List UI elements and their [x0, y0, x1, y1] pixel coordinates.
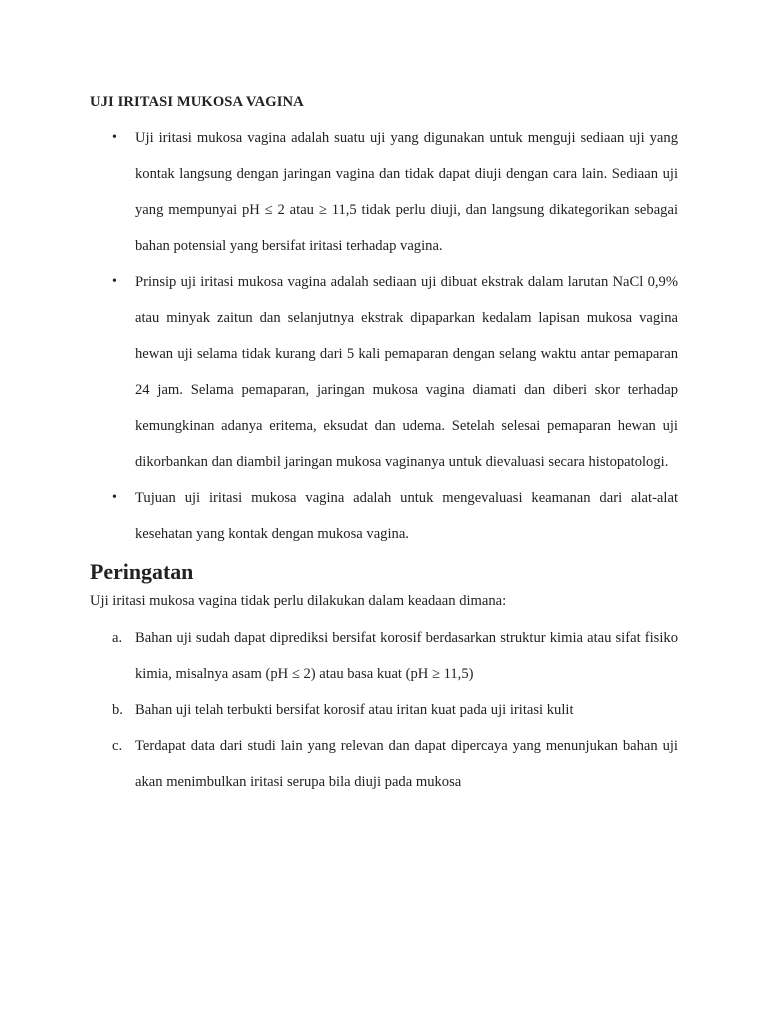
bullet-text: Tujuan uji iritasi mukosa vagina adalah untuk mengevaluasi keamanan dari alat-alat kesehatan yang kontak dengan mukosa vagina. [135, 490, 678, 542]
warning-item-c [90, 728, 678, 800]
list-marker: c. [112, 738, 123, 754]
document-body [90, 88, 678, 800]
bullet-marker: • [112, 274, 117, 289]
list-item-text: Terdapat data dari studi lain yang relevan dan dapat dipercaya yang menunjukan bahan uji akan menimbulkan iritasi serupa bila diuji pada mukosa [135, 738, 678, 790]
warning-list [90, 620, 678, 800]
document-title: UJI IRITASI MUKOSA VAGINA [90, 94, 304, 110]
warning-intro: Uji iritasi mukosa vagina tidak perlu dilakukan dalam keadaan dimana: [90, 593, 507, 609]
warning-item-b [90, 692, 678, 728]
bullet-list [90, 120, 678, 552]
bullet-text: Uji iritasi mukosa vagina adalah suatu uji yang digunakan untuk menguji sediaan uji yang kontak langsung dengan jaringan vagina dan tidak dapat diuji dengan cara lain. Sediaan uji yang mempunyai pH ≤ 2 atau ≥ 11,5 tidak perlu diuji, dan langsung dikategorikan sebagai bahan potensial yang bersifat iritasi terhadap vagina. [135, 130, 678, 254]
list-item-text: Bahan uji telah terbukti bersifat korosif atau iritan kuat pada uji iritasi kulit [135, 702, 574, 718]
bullet-item-2 [90, 264, 678, 480]
warning-item-a [90, 620, 678, 692]
bullet-item-3 [90, 480, 678, 552]
warning-title: Peringatan [90, 559, 194, 584]
bullet-marker: • [112, 490, 117, 505]
list-marker: b. [112, 702, 123, 718]
list-item-text: Bahan uji sudah dapat diprediksi bersifat korosif berdasarkan struktur kimia atau sifat fisiko kimia, misalnya asam (pH ≤ 2) atau basa kuat (pH ≥ 11,5) [135, 630, 678, 682]
bullet-marker: • [112, 130, 117, 145]
bullet-item-1 [90, 120, 678, 264]
bullet-text: Prinsip uji iritasi mukosa vagina adalah sediaan uji dibuat ekstrak dalam larutan NaCl 0,9% atau minyak zaitun dan selanjutnya ekstrak dipaparkan kedalam lapisan mukosa vagina hewan uji selama tidak kurang dari 5 kali pemaparan dengan selang waktu antar pemaparan 24 jam. Selama pemaparan, jaringan mukosa vagina diamati dan diberi skor terhadap kemungkinan adanya eritema, eksudat dan udema. Setelah selesai pemaparan hewan uji dikorbankan dan diambil jaringan mukosa vaginanya untuk dievaluasi secara histopatologi. [135, 274, 678, 470]
list-marker: a. [112, 630, 123, 646]
